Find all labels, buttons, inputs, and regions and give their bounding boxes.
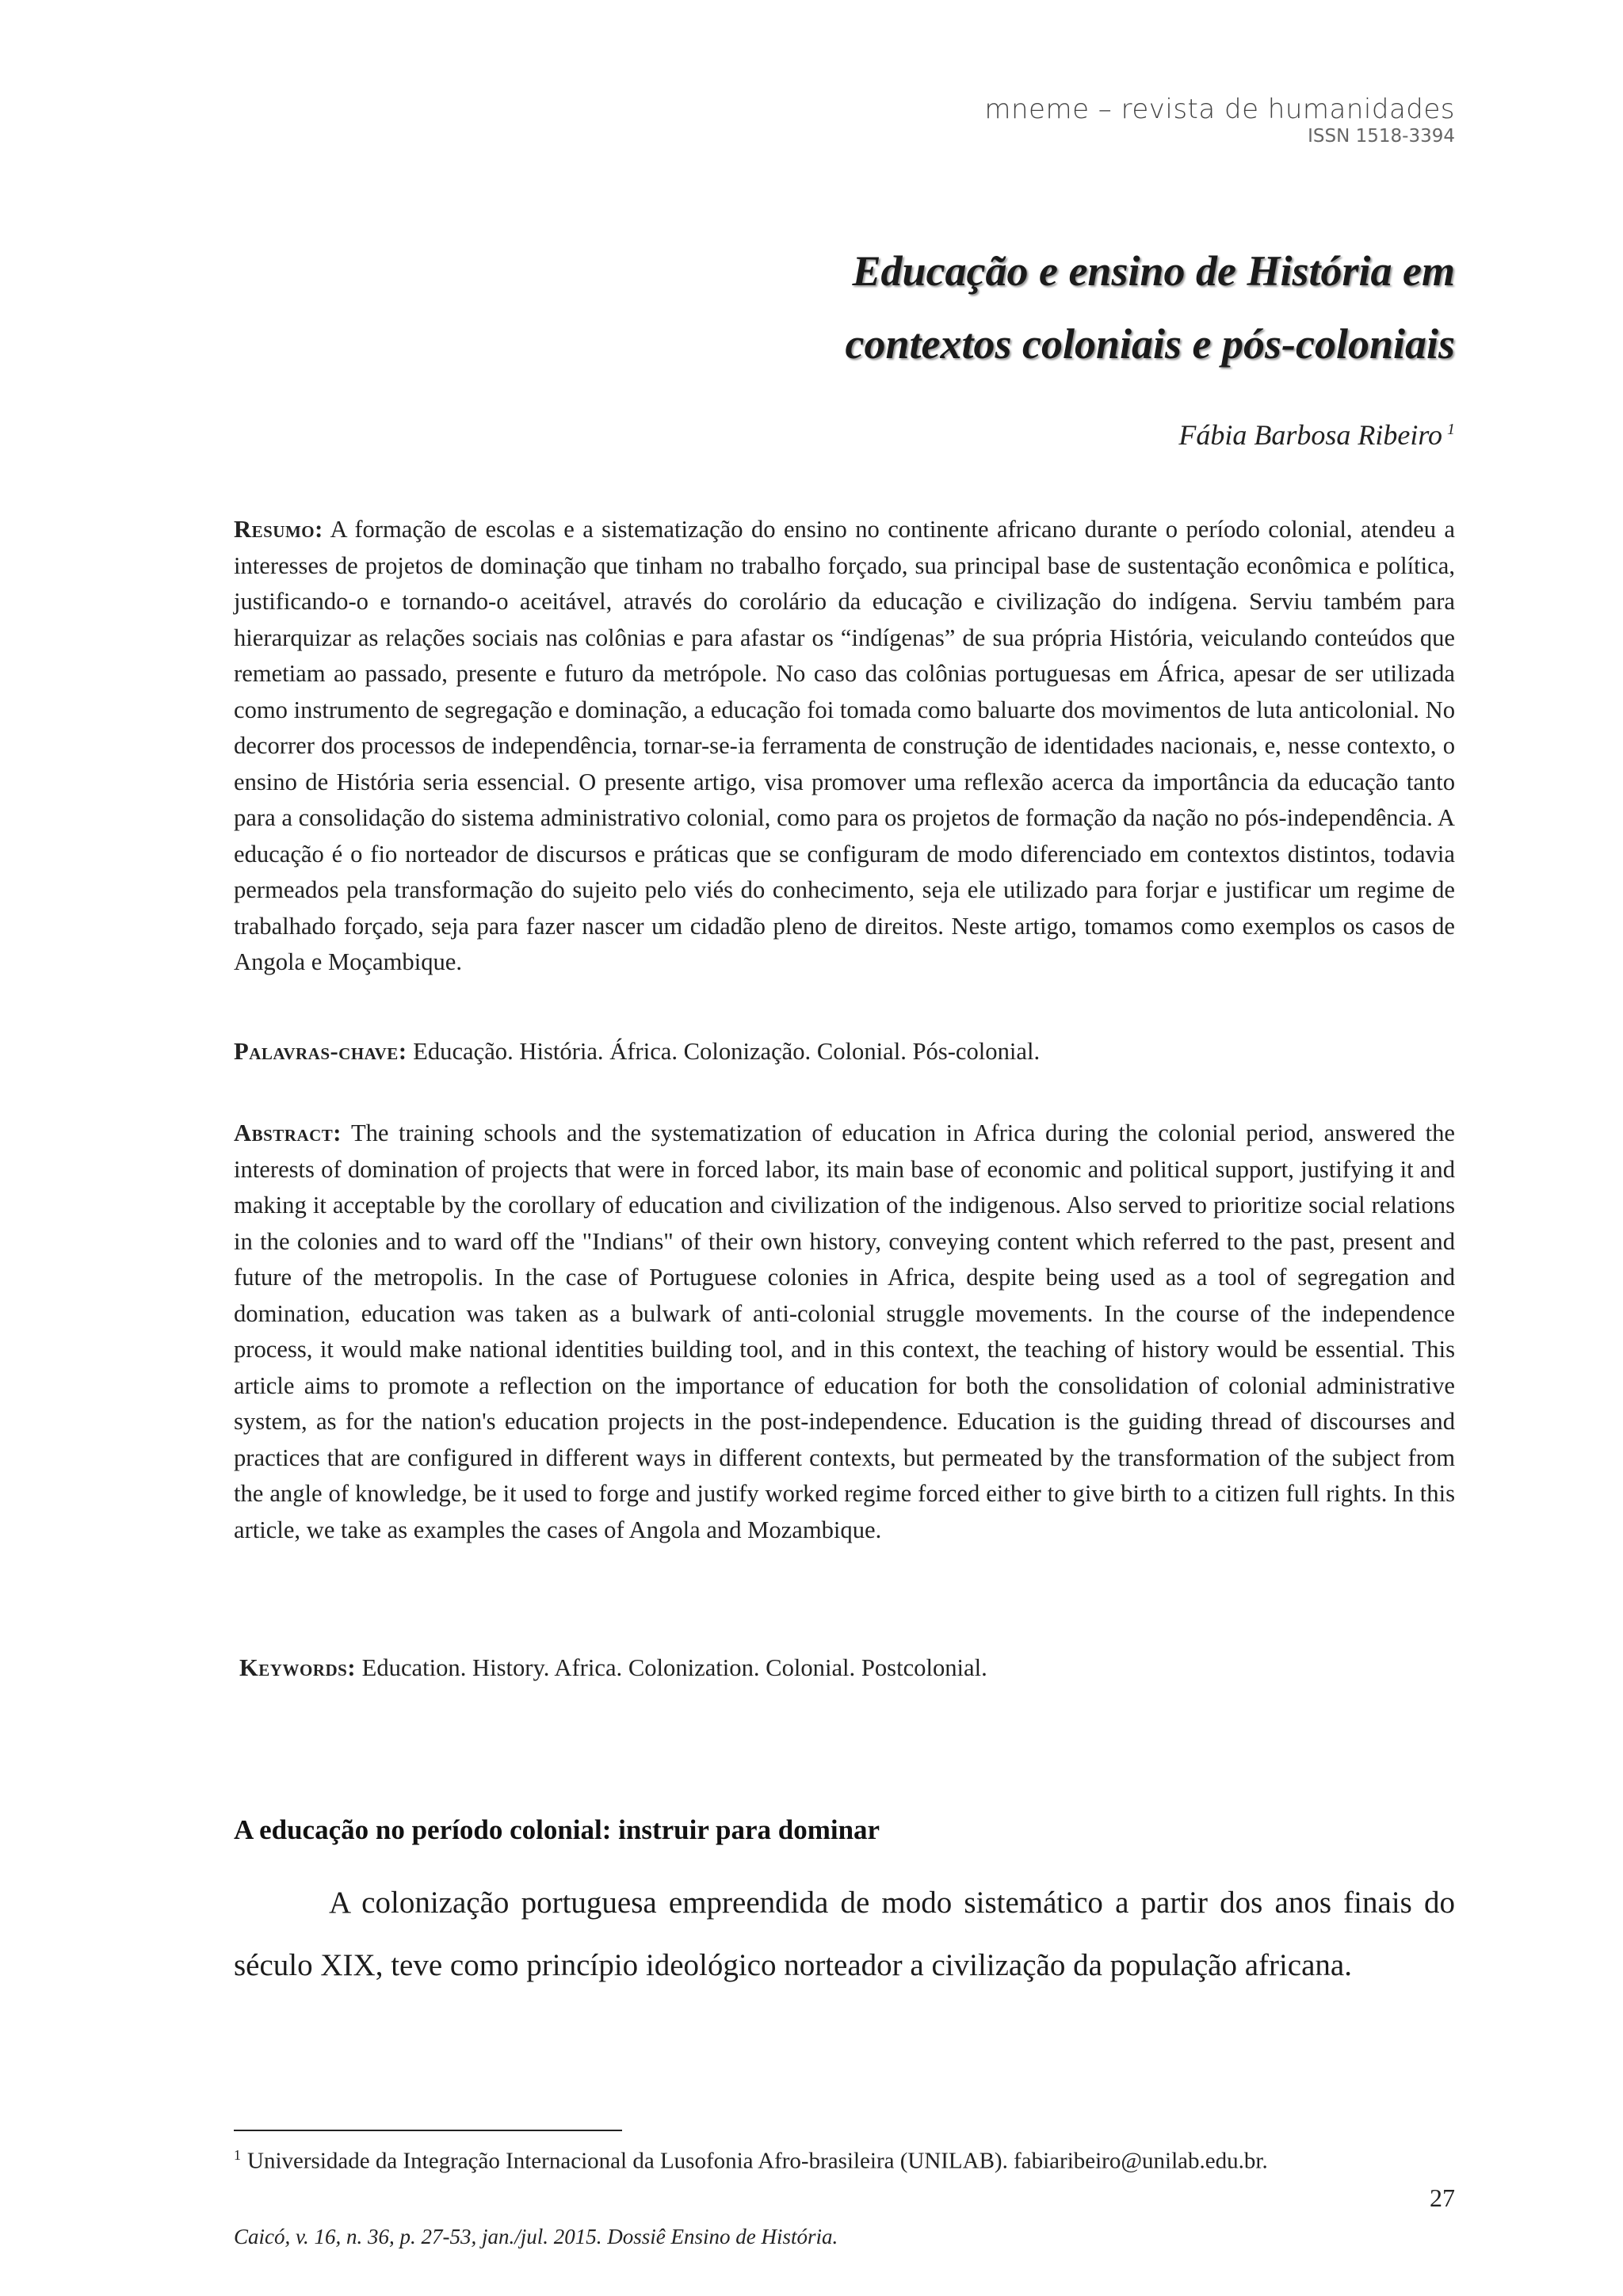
author-name: Fábia Barbosa Ribeiro xyxy=(1178,419,1442,451)
journal-citation: Caicó, v. 16, n. 36, p. 27-53, jan./jul. 2015. Dossiê Ensino de História. xyxy=(234,2225,838,2248)
palavras-chave-text: Educação. História. África. Colonização. Colonial. Pós-colonial. xyxy=(413,1038,1041,1065)
abstract-label: Abstract: xyxy=(234,1119,342,1146)
journal-issn: ISSN 1518-3394 xyxy=(1308,126,1455,147)
section-heading: A educação no período colonial: instruir para dominar xyxy=(234,1814,880,1845)
abstract-block xyxy=(234,1116,1455,1548)
article-title xyxy=(504,235,1455,380)
keywords-block xyxy=(239,1650,1461,1686)
abstract-text: The training schools and the systematization of education in Africa during the colonial period, answered the interests of domination of projects that were in forced labor, its main base of economic and political support, justifying it and making it acceptable by the corollary of education and civilization of the indigenous. Also served to prioritize social relations in the colonies and to ward off the "Indians" of their own history, conveying content which referred to the past, present and future of the metropolis. In the case of Portuguese colonies in Africa, despite being used as a tool of segregation and domination, education was taken as a bulwark of anti-colonial struggle movements. In the course of the independence process, it would make national identities building tool, and in this context, the teaching of history would be essential. This article aims to promote a reflection on the importance of education for both the consolidation of colonial administrative system, as for the nation's education projects in the post-independence. Education is the guiding thread of discourses and practices that are configured in different ways in different contexts, but permeated by the transformation of the subject from the angle of knowledge, be it used to forge and justify worked regime forced either to give birth to a citizen full rights. In this article, we take as examples the cases of Angola and Mozambique. xyxy=(234,1119,1455,1543)
footnote-marker: 1 xyxy=(234,2147,241,2163)
body-paragraph: A colonização portuguesa empreendida de modo sistemático a partir dos anos finais do século XIX, teve como princípio ideológico norteador a civilização da população africana. xyxy=(234,1886,1455,1982)
footnote xyxy=(234,2139,1470,2177)
page-number: 27 xyxy=(1430,2183,1455,2212)
palavras-chave-label: Palavras-chave: xyxy=(234,1038,407,1065)
resumo-text: A formação de escolas e a sistematização do ensino no continente africano durante o período colonial, atendeu a interesses de projetos de dominação que tinham no trabalho forçado, sua principal base de sustentação econômica e política, justificando-o e tornando-o aceitável, através do corolário da educação e civilização do indígena. Serviu também para hierarquizar as relações sociais nas colônias e para afastar os “indígenas” de sua própria História, veiculando conteúdos que remetiam ao passado, presente e futuro da metrópole. No caso das colônias portuguesas em África, apesar de ser utilizada como instrumento de segregação e dominação, a educação foi tomada como baluarte dos movimentos de luta anticolonial. No decorrer dos processos de independência, tornar-se-ia ferramenta de construção de identidades nacionais, e, nesse contexto, o ensino de História seria essencial. O presente artigo, visa promover uma reflexão acerca da importância da educação tanto para a consolidação do sistema administrativo colonial, como para os projetos de formação da nação no pós-independência. A educação é o fio norteador de discursos e práticas que se configuram de modo diferenciado em contextos distintos, todavia permeados pela transformação do sujeito pelo viés do conhecimento, seja ele utilizado para forjar e justificar um regime de trabalhado forçado, seja para fazer nascer um cidadão pleno de direitos. Neste artigo, tomamos como exemplos os casos de Angola e Moçambique. xyxy=(234,516,1455,975)
article-author xyxy=(1178,418,1455,452)
author-footnote-marker[interactable]: 1 xyxy=(1447,421,1455,438)
journal-name: mneme – revista de humanidades xyxy=(984,93,1455,125)
article-title-line-2: contextos coloniais e pós-coloniais xyxy=(845,320,1455,368)
palavras-chave-block xyxy=(234,1034,1455,1070)
footnote-text: Universidade da Integração Internacional da Lusofonia Afro-brasileira (UNILAB). fabiaribeiro@unilab.edu.br. xyxy=(247,2148,1268,2174)
resumo-label: Resumo: xyxy=(234,516,323,543)
keywords-text: Education. History. Africa. Colonization. Colonial. Postcolonial. xyxy=(361,1654,987,1681)
resumo-block xyxy=(234,512,1455,981)
journal-header xyxy=(984,93,1455,147)
article-title-line-1: Educação e ensino de História em xyxy=(852,247,1455,295)
footnote-divider xyxy=(234,2130,622,2131)
keywords-label: Keywords: xyxy=(239,1654,357,1681)
